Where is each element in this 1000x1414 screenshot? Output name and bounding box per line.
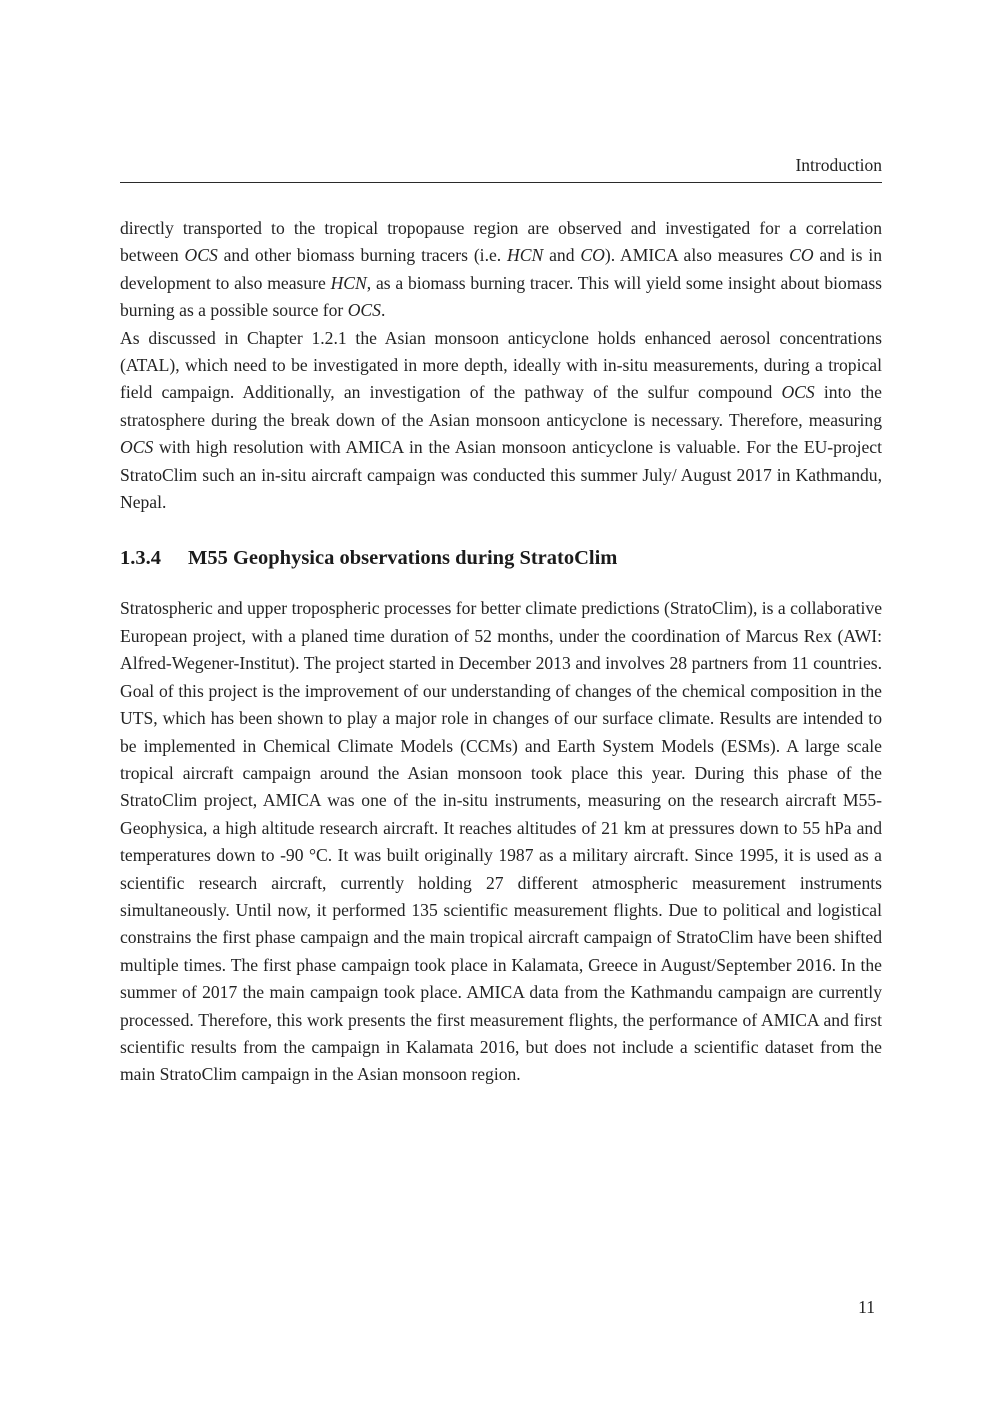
paragraph-text: ). AMICA also measures [604,245,790,266]
italic-term-ocs: OCS [184,245,218,266]
running-header: Introduction [795,155,882,175]
header-rule [120,182,882,183]
section-heading [120,545,882,571]
italic-term-hcn: HCN [507,245,544,266]
paragraph-text: , as a biomass burning tracer. This will yield some insight about biomass burning as a possible source for [120,272,883,321]
paragraph-text: . [380,300,386,321]
paragraph-3: Stratospheric and upper tropospheric processes for better climate predictions (StratoClim), is a collaborative European project, with a planed time duration of 52 months, under the coordination of Marcus Rex (AWI: Alfred-Wegener-Institut). The project started in December 2013 and involves 28 partners from 11 countries. Goal of this project is the improvement of our understanding of changes of the chemical composition in the UTS, which has been shown to play a major role in changes of our surface climate. Results are intended to be implemented in Chemical Climate Models (CCMs) and Earth System Models (ESMs). A large scale tropical aircraft campaign around the Asian monsoon took place this year. During this phase of the StratoClim project, AMICA was one of the in-situ instruments, measuring on the research aircraft M55-Geophysica, a high altitude research aircraft. It reaches altitudes of 21 km at pressures down to 55 hPa and temperatures down to -90 °C. It was built originally 1987 as a military aircraft. Since 1995, it is used as a scientific research aircraft, currently holding 27 different atmospheric measurement instruments simultaneously. Until now, it performed 135 scientific measurement flights. Due to political and logistical constrains the first phase campaign and the main tropical aircraft campaign of StratoClim have been shifted multiple times. The first phase campaign took place in Kalamata, Greece in August/September 2016. In the summer of 2017 the main campaign took place. AMICA data from the Kathmandu campaign are currently processed. Therefore, this work presents the first measurement flights, the performance of AMICA and first scientific results from the campaign in Kalamata 2016, but does not include a scientific dataset from the main StratoClim campaign in the Asian monsoon region. [120,598,882,1085]
italic-term-hcn: HCN [330,272,367,293]
paragraph-text: and is in development to also measure [120,245,883,293]
italic-term-ocs: OCS [781,382,815,403]
paragraph-text: and other biomass burning tracers (i.e. [217,245,508,266]
paragraph-text: with high resolution with AMICA in the Asian monsoon anticyclone is valuable. For the EU-project StratoClim such an in-situ aircraft campaign was conducted this summer July/ August 2017 in Kathmandu, Nepal. [120,437,882,513]
section-number: 1.3.4 [120,547,161,570]
paragraph-text: directly transported to the tropical tropopause region are observed and investigated for a correlation between [120,218,882,266]
section-title: M55 Geophysica observations during StratoClim [188,547,618,570]
italic-term-ocs: OCS [347,300,381,321]
paragraph-2 [120,325,882,517]
paragraph-text: into the stratosphere during the break down of the Asian monsoon anticyclone is necessary. Therefore, measuring [120,382,882,430]
italic-term-co: CO [580,245,605,266]
page-number: 11 [858,1297,875,1317]
paragraph-text: As discussed in Chapter 1.2.1 the Asian monsoon anticyclone holds enhanced aerosol concentrations (ATAL), which need to be investigated in more depth, ideally with in-situ measurements, during a tropical field campaign. Additionally, an investigation of the pathway of the sulfur compound [120,327,882,403]
italic-term-co: CO [789,245,814,266]
paragraph-1 [120,215,882,325]
page-body [120,215,882,1089]
italic-term-ocs: OCS [120,437,154,458]
paragraph-text: and [543,245,581,266]
